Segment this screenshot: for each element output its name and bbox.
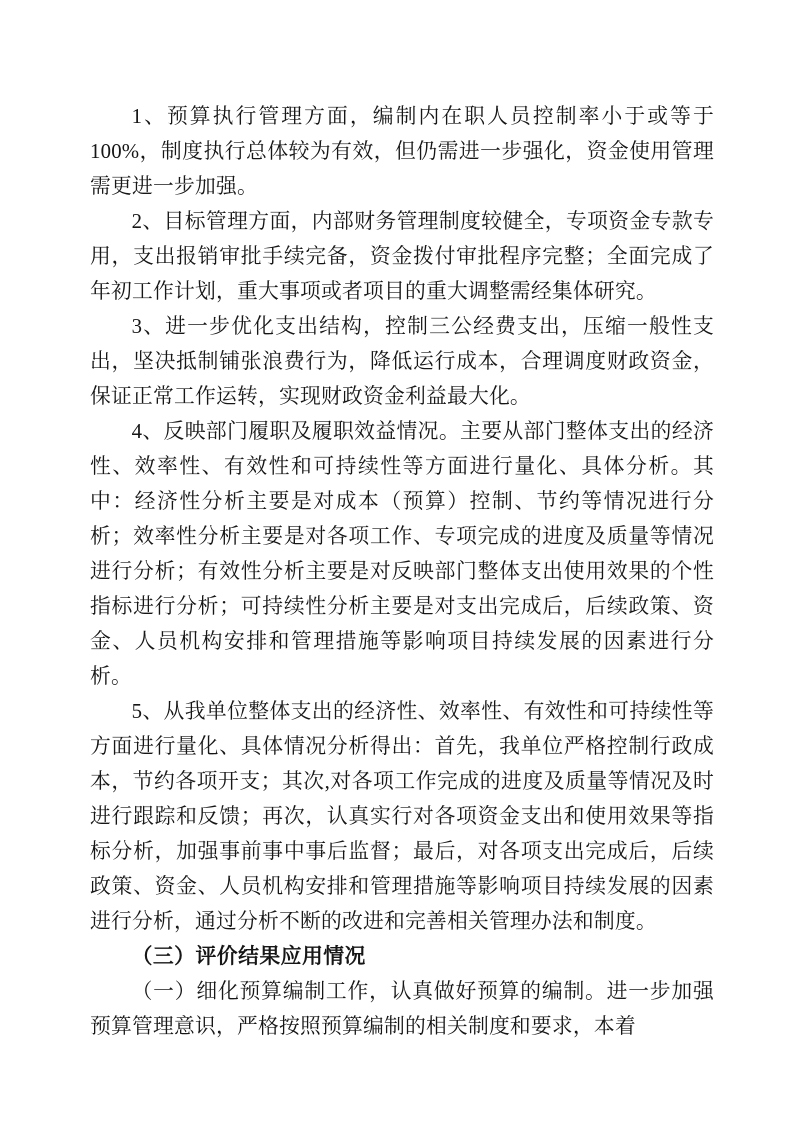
document-body: [90, 99, 714, 1044]
document-paragraph: （一）细化预算编制工作，认真做好预算的编制。进一步加强预算管理意识，严格按照预算编制的相关制度和要求，本着: [90, 980, 714, 1038]
document-paragraph: 2、目标管理方面，内部财务管理制度较健全，专项资金专款专用，支出报销审批手续完备，资金拨付审批程序完整；全面完成了年初工作计划，重大事项或者项目的重大调整需经集体研究。: [90, 210, 714, 303]
document-paragraph: 1、预算执行管理方面，编制内在职人员控制率小于或等于 100%，制度执行总体较为有效，但仍需进一步强化，资金使用管理需更进一步加强。: [90, 105, 714, 198]
document-paragraph: 5、从我单位整体支出的经济性、效率性、有效性和可持续性等方面进行量化、具体情况分析得出：首先，我单位严格控制行政成本，节约各项开支；其次,对各项工作完成的进度及质量等情况及时进行跟踪和反馈；再次，认真实行对各项资金支出和使用效果等指标分析，加强事前事中事后监督；最后，对各项支出完成后，后续政策、资金、人员机构安排和管理措施等影响项目持续发展的因素进行分析，通过分析不断的改进和完善相关管理办法和制度。: [90, 700, 714, 933]
document-paragraph: 4、反映部门履职及履职效益情况。主要从部门整体支出的经济性、效率性、有效性和可持续性等方面进行量化、具体分析。其中：经济性分析主要是对成本（预算）控制、节约等情况进行分析；效率性分析主要是对各项工作、专项完成的进度及质量等情况进行分析；有效性分析主要是对反映部门整体支出使用效果的个性指标进行分析；可持续性分析主要是对支出完成后，后续政策、资金、人员机构安排和管理措施等影响项目持续发展的因素进行分析。: [90, 420, 714, 688]
section-heading: （三）评价结果应用情况: [131, 945, 366, 968]
document-paragraph: 3、进一步优化支出结构，控制三公经费支出，压缩一般性支出，坚决抵制铺张浪费行为，降低运行成本，合理调度财政资金，保证正常工作运转，实现财政资金利益最大化。: [90, 315, 714, 408]
